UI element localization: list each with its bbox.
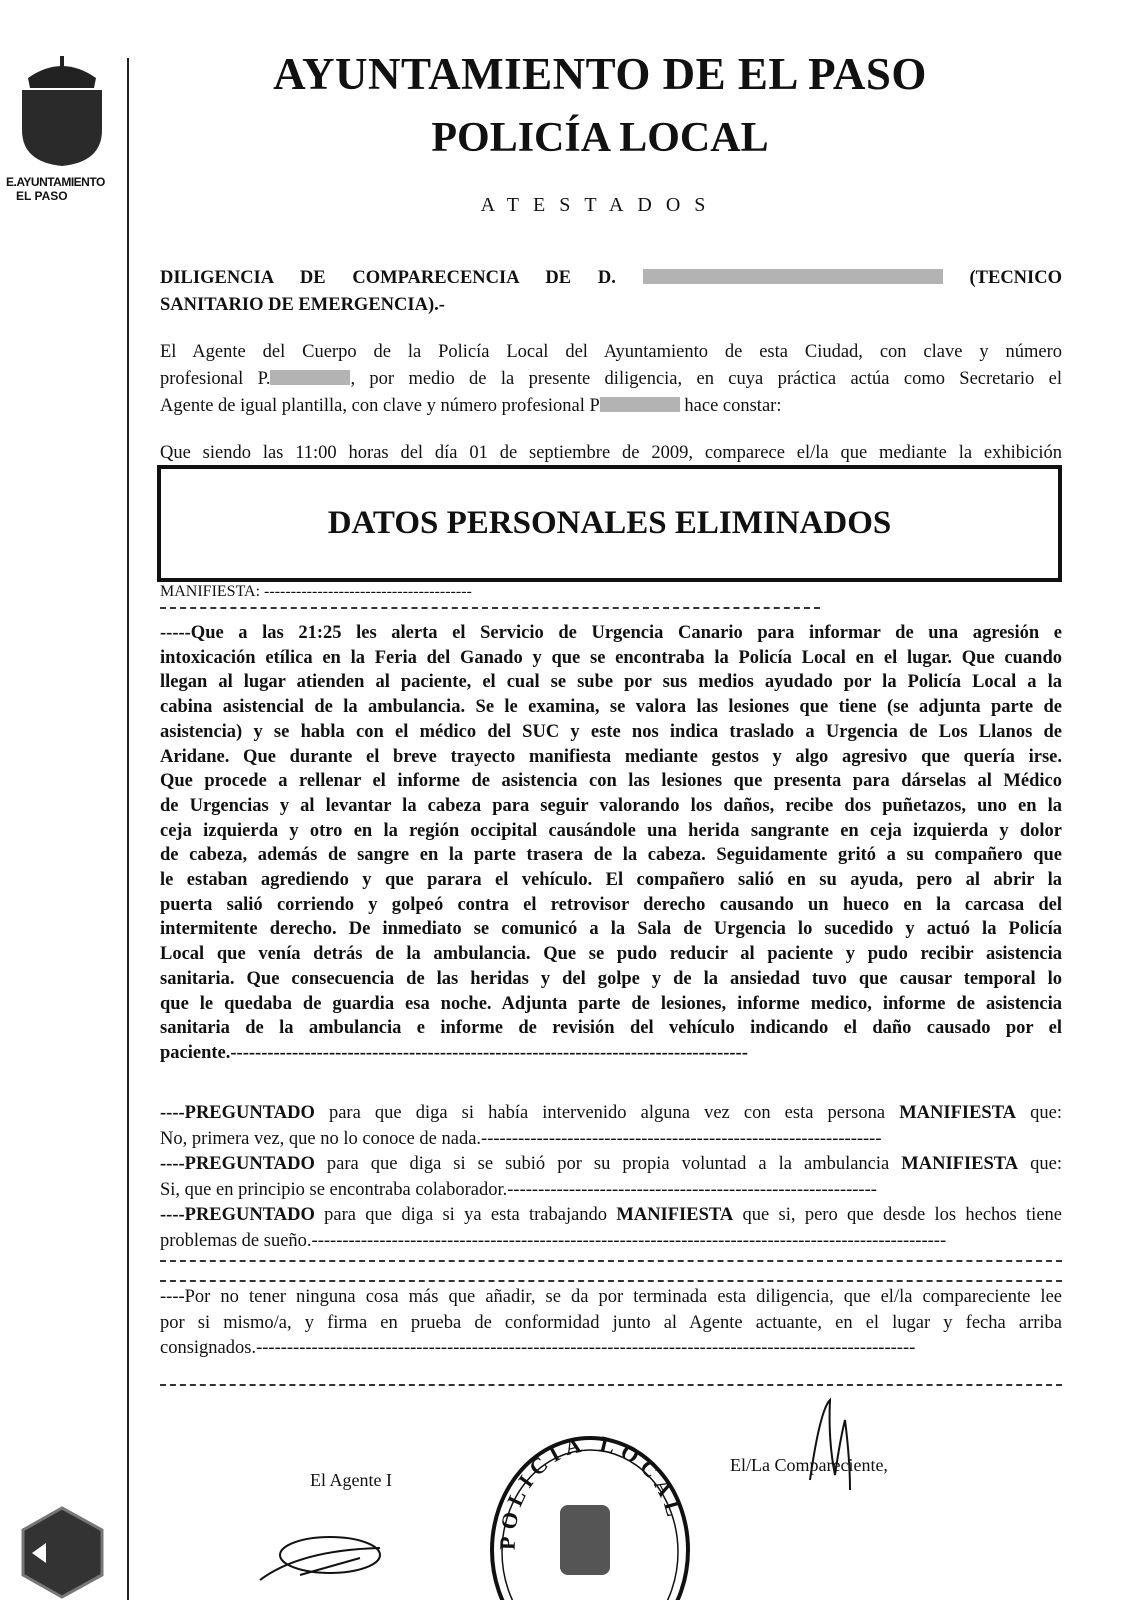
intro-line	[160, 340, 1062, 364]
text-segment: que:	[1018, 1154, 1062, 1174]
heading-line	[160, 293, 1062, 317]
text-segment: Agente de igual plantilla, con clave y número profesional P	[160, 396, 600, 416]
text-segment: puerta salió corriendo y golpeó contra el retrovisor derecho causando un hueco en la carcasa del	[160, 894, 1062, 915]
statement-line	[160, 720, 1062, 744]
text-segment: DILIGENCIA DE COMPARECENCIA DE D.	[160, 268, 643, 288]
statement-line	[160, 769, 1062, 793]
closing-line	[160, 1285, 1062, 1309]
intro-line	[160, 394, 1062, 418]
text-segment: problemas de sueño.-------------------------------------------------------------------------------------------------------	[160, 1230, 947, 1251]
text-segment: sanitaria. Que consecuencia de las heridas y del golpe y de la ansiedad tuvo que causar temporal lo	[160, 968, 1062, 989]
text-segment: intermitente derecho. De inmediato se comunicó a la Sala de Urgencia lo sucedido y actuó la Policía	[160, 919, 1062, 940]
intro-line	[160, 367, 1062, 391]
text-segment: que si, pero que desde los hechos tiene	[733, 1205, 1062, 1225]
redaction-bar	[270, 370, 350, 385]
text-segment: ----PREGUNTADO	[160, 1205, 315, 1225]
text-segment: No, primera vez, que no lo conoce de nada.-----------------------------------------------------------------	[160, 1128, 882, 1149]
statement-line	[160, 1041, 1062, 1065]
statement-line	[160, 670, 1062, 694]
stamp-crest-icon	[560, 1505, 610, 1575]
logo-line-1: E.AYUNTAMIENTO	[6, 175, 105, 189]
text-segment: Local que venía detrás de la ambulancia. Que se pudo reducir al paciente y pudo recibir asistencia	[160, 944, 1062, 965]
signatures-and-stamp	[0, 1380, 1131, 1600]
text-segment: de Urgencias y al levantar la cabeza para seguir valorando los daños, recibe dos puñetazos, uno en la	[160, 795, 1062, 816]
text-segment: consignados.-----------------------------------------------------------------------------------------------------------	[160, 1338, 916, 1358]
text-segment: ----Por no tener ninguna cosa más que añadir, se da por terminada esta diligencia, que el/la compareciente lee	[160, 1287, 1062, 1307]
margin-rule	[127, 58, 129, 1600]
text-segment: para que diga si se subió por su propia voluntad a la ambulancia	[314, 1154, 902, 1174]
text-segment: llegan al lugar atienden al paciente, el cual se sube por sus medios ayudado por la Policía Local a la	[160, 672, 1062, 693]
text-segment: El Agente del Cuerpo de la Policía Local del Ayuntamiento de esta Ciudad, con clave y número	[160, 342, 1062, 362]
appearing-signature-label: El/La Compareciente,	[730, 1455, 888, 1475]
text-segment: ----PREGUNTADO	[160, 1103, 315, 1123]
text-segment: ----PREGUNTADO	[160, 1154, 315, 1174]
question-line	[160, 1127, 1062, 1151]
text-segment: Que procede a rellenar el informe de asistencia con las lesiones que presenta para dárselas al Médico	[160, 771, 1062, 792]
heading-line	[160, 266, 1062, 290]
text-segment: (TECNICO	[942, 268, 1062, 288]
text-segment: Aridane. Que durante el breve trayecto manifiesta mediante gestos y algo agresivo que quería irse.	[160, 746, 1062, 767]
signature-scribble-appearing	[810, 1400, 850, 1490]
text-segment: MANIFIESTA	[616, 1205, 734, 1225]
statement-line	[160, 843, 1062, 867]
text-segment: , por medio de la presente diligencia, en cuya práctica actúa como Secretario el	[350, 369, 1063, 389]
text-segment: MANIFIESTA	[899, 1103, 1017, 1123]
text-segment: -----Que a las 21:25 les alerta el Servicio de Urgencia Canario para informar de una agresión e	[160, 623, 1062, 643]
section-label: ATESTADOS	[480, 194, 720, 216]
manifiesta-label: MANIFIESTA: ---------------------------------------	[160, 583, 472, 600]
dashed-divider	[160, 1280, 1062, 1282]
text-segment: por si mismo/a, y firma en prueba de conformidad junto al Agente actuante, en el lugar y fecha arriba	[160, 1312, 1062, 1333]
municipal-logo	[6, 50, 118, 203]
statement-line	[160, 893, 1062, 917]
question-line	[160, 1229, 1062, 1253]
question-line	[160, 1178, 1062, 1202]
statement-line	[160, 992, 1062, 1016]
question-line	[160, 1203, 1062, 1227]
text-segment: intoxicación etílica en la Feria del Ganado y que se encontraba la Policía Local en el lugar. Que cuando	[160, 647, 1062, 668]
statement-line	[160, 967, 1062, 991]
statement-line	[160, 868, 1062, 892]
statement-line	[160, 695, 1062, 719]
document-subtitle: POLICÍA LOCAL	[431, 115, 769, 161]
text-segment: asistencia) y se habla con el médico del SUC y este nos indica traslado a Urgencia de Los Llanos de	[160, 721, 1062, 742]
back-nav-icon[interactable]	[20, 1505, 105, 1605]
document-title: AYUNTAMIENTO DE EL PASO	[273, 49, 927, 99]
text-segment: profesional P.	[160, 369, 271, 389]
signature-scribble-agent	[260, 1537, 380, 1580]
text-segment: de cabeza, además de sangre en la parte trasera de la cabeza. Seguidamente gritó a su compañero que	[160, 845, 1062, 866]
statement-line	[160, 745, 1062, 769]
comparece-line	[160, 441, 1062, 465]
closing-line	[160, 1311, 1062, 1335]
redaction-bar	[600, 397, 680, 412]
redaction-bar	[643, 269, 943, 284]
text-segment: ceja izquierda y otro en la región occipital causándole una herida sangrante en ceja izquierda y dolor	[160, 820, 1062, 841]
text-segment: Que siendo las 11:00 horas del día 01 de septiembre de 2009, comparece el/la que mediante la exhibición	[160, 443, 1062, 463]
logo-line-2: EL PASO	[16, 189, 68, 203]
statement-line	[160, 1016, 1062, 1040]
text-segment: cabina asistencial de la ambulancia. Se le examina, se valora las lesiones que tiene (se adjunta parte de	[160, 697, 1062, 718]
statement-line	[160, 917, 1062, 941]
text-segment: para que diga si ya esta trabajando	[314, 1205, 617, 1225]
closing-line	[160, 1336, 1062, 1360]
text-segment: MANIFIESTA	[901, 1154, 1019, 1174]
text-segment: para que diga si había intervenido alguna vez con esta persona	[314, 1103, 900, 1123]
police-stamp	[492, 1431, 689, 1600]
text-segment: sanitaria de la ambulancia e informe de revisión del vehículo indicando el daño causado por el	[160, 1018, 1062, 1039]
text-segment: le estaban agrediendo y que parara el vehículo. El compañero salió en su ayuda, pero al abrir la	[160, 870, 1062, 890]
statement-line	[160, 942, 1062, 966]
agent-signature-label: El Agente I	[310, 1470, 392, 1490]
coat-of-arms-icon	[6, 50, 118, 170]
statement-line	[160, 794, 1062, 818]
text-segment: que:	[1016, 1103, 1062, 1123]
question-line	[160, 1101, 1062, 1125]
text-segment: que le quedaba de guardia esa noche. Adjunta parte de lesiones, informe medico, informe de asistencia	[160, 993, 1062, 1014]
question-line	[160, 1152, 1062, 1176]
statement-line	[160, 646, 1062, 670]
text-segment: Si, que en principio se encontraba colaborador.------------------------------------------------------------	[160, 1179, 877, 1200]
text-segment: SANITARIO DE EMERGENCIA).-	[160, 295, 445, 315]
text-segment: paciente.------------------------------------------------------------------------------------	[160, 1042, 748, 1063]
text-segment: hace constar:	[679, 396, 782, 416]
redaction-box: DATOS PERSONALES ELIMINADOS	[157, 465, 1062, 582]
statement-line	[160, 621, 1062, 645]
dashed-divider	[160, 1260, 1062, 1262]
stamp-text: POLICIA LOCAL	[494, 1430, 689, 1551]
statement-line	[160, 819, 1062, 843]
dashed-divider	[160, 607, 820, 609]
